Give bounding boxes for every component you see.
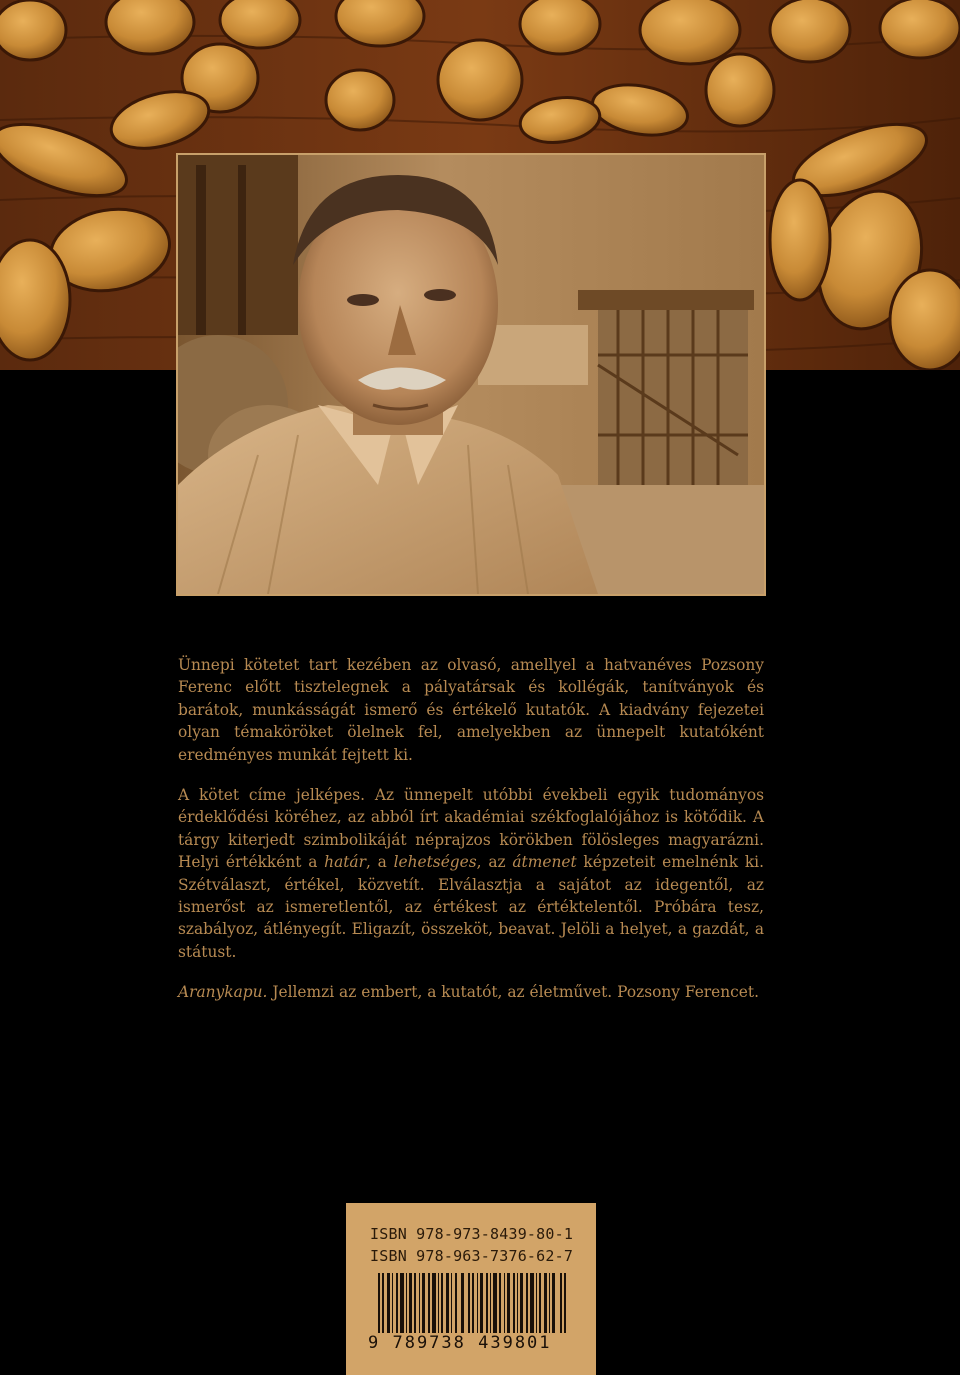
isbn-line-2: ISBN 978-963-7376-62-7 [370,1247,574,1265]
isbn-line-1: ISBN 978-973-8439-80-1 [370,1225,574,1243]
blurb-p2-text-a: A kötet címe jelképes. Az ünnepelt utóbbi évekbeli egyik tudományos érdeklődési köréhez, az abból írt akadémiai székfoglalójához is kötődik. A tárgy kiterjedt szimbolikáját néprajzos körökben fölösleges magyarázni. Helyi értékként a [178,786,764,872]
blurb-paragraph-3 [178,981,764,1003]
isbn-barcode-box [346,1203,596,1375]
blurb-p3-text: Jellemzi az embert, a kutatót, az életművet. Pozsony Ferencet. [267,983,759,1002]
blurb-paragraph-2 [178,784,764,963]
blurb-paragraph-1: Ünnepi kötetet tart kezében az olvasó, amellyel a hatvanéves Pozsony Ferenc előtt tisztelegnek a pályatársak és kollégák, tanítványok és barátok, munkásságát ismerő és értékelő kutatók. A kiadvány fejezetei olyan témaköröket ölelnek fel, amelyekben az ünnepelt kutatóként eredményes munkát fejtett ki. [178,656,764,764]
blurb-p2-emphasis-lehetseges: lehetséges [393,853,477,872]
blurb-p2-emphasis-hatar: határ [324,853,366,872]
portrait-photo-icon [178,155,764,594]
blurb-p2-text-d: képzeteit emelnénk ki. Szétválaszt, értékel, közvetít. Elválasztja a sajátot az idegentől, az ismerőst az ismeretlentől, az értékest az értéktelentől. Próbára tesz, szabályoz, átlényegít. Eligazít, összeköt, beavat. Jelöli a helyet, a gazdát, a státust. [178,853,764,961]
back-cover-blurb [178,654,764,1022]
blurb-p3-emphasis-aranykapu: Aranykapu. [178,983,268,1002]
barcode-digits: 9 789738 439801 [368,1333,578,1353]
blurb-p2-emphasis-atmenet: átmenet [512,853,577,872]
blurb-p2-text-c: , az [476,853,513,872]
blurb-p2-text-b: , a [365,853,394,872]
author-portrait [176,153,766,596]
